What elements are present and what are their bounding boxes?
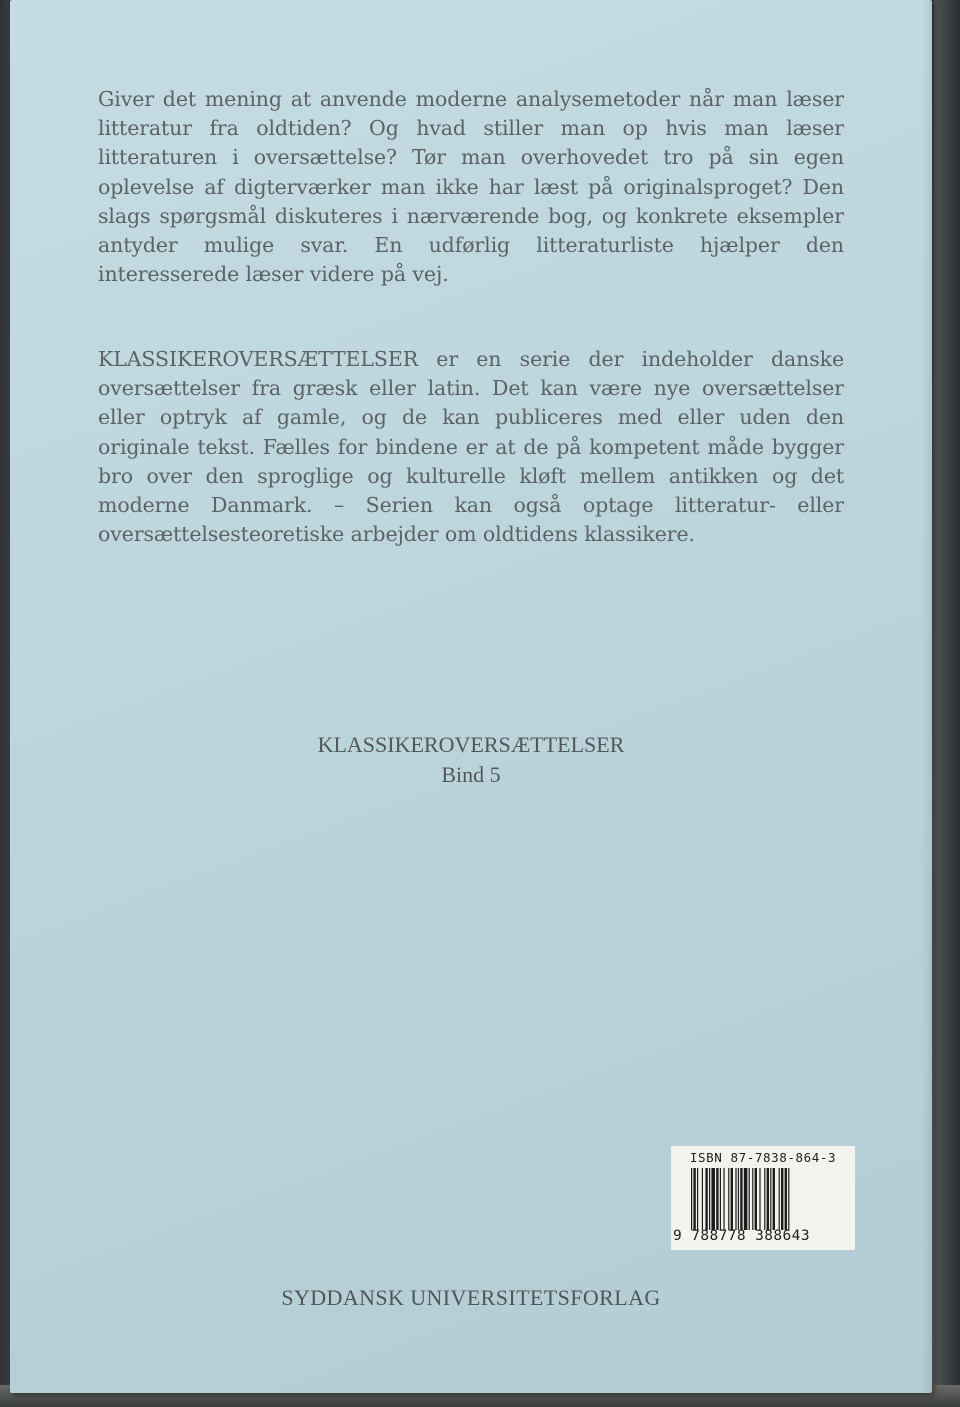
barcode-bar bbox=[720, 1168, 721, 1230]
barcode-bar bbox=[744, 1168, 748, 1230]
isbn-text: ISBN 87-7838-864-3 bbox=[689, 1150, 837, 1165]
barcode-bar bbox=[709, 1168, 710, 1230]
table-surface-right bbox=[934, 0, 960, 1407]
publisher-name: SYDDANSK UNIVERSITETSFORLAG bbox=[281, 1285, 661, 1310]
barcode-bars bbox=[691, 1168, 849, 1230]
barcode-bar bbox=[705, 1168, 707, 1230]
barcode-bar bbox=[764, 1168, 765, 1230]
series-info bbox=[10, 730, 932, 790]
barcode-bar bbox=[770, 1168, 771, 1230]
barcode-bar bbox=[759, 1168, 760, 1230]
volume-number: Bind 5 bbox=[441, 762, 501, 787]
barcode-bar bbox=[731, 1168, 733, 1230]
barcode-bar bbox=[779, 1168, 780, 1230]
barcode-bar bbox=[716, 1168, 718, 1230]
barcode-bar bbox=[723, 1168, 724, 1230]
barcode-bar bbox=[702, 1168, 703, 1230]
barcode-bar bbox=[773, 1168, 775, 1230]
barcode-bar bbox=[785, 1168, 787, 1230]
barcode-bar bbox=[781, 1168, 783, 1230]
barcode-digits: 9 788778 388643 bbox=[673, 1228, 810, 1244]
barcode-bar bbox=[767, 1168, 769, 1230]
barcode-bar bbox=[697, 1168, 698, 1230]
barcode-bar bbox=[738, 1168, 739, 1230]
barcode-bar bbox=[740, 1168, 742, 1230]
barcode-bar bbox=[691, 1168, 692, 1230]
barcode-bar bbox=[711, 1168, 715, 1230]
series-description-paragraph: KLASSIKEROVERSÆTTELSER er en serie der indeholder danske oversættelser fra græsk eller latin. Det kan være nye oversættelser eller optryk af gamle, og de kan publiceres med eller uden den originale tekst. Fælles for bindene er at de på kompetent måde bygger bro over den sproglige og kulturelle kløft mellem antikken og det moderne Danmark. – Serien kan også optage litteratur- eller oversættelsesteoretiske arbejder om oldtidens klassikere. bbox=[98, 347, 844, 547]
barcode-bar bbox=[755, 1168, 757, 1230]
barcode-bar bbox=[735, 1168, 736, 1230]
book-back-cover bbox=[10, 0, 932, 1393]
series-name: KLASSIKEROVERSÆTTELSER bbox=[317, 732, 625, 757]
blurb-paragraph: Giver det mening at anvende moderne analysemetoder når man læser litteratur fra oldtiden? Og hvad stiller man op hvis man læser litteraturen i oversættelse? Tør man overhovedet tro på sin egen oplevelse af digterværker man ikke har læst på originalsproget? Den slags spørgsmål diskuteres i nærværende bog, og konkrete eksempler antyder mulige svar. En udførlig litteraturliste hjælper den interesserede læser videre på vej. bbox=[98, 87, 844, 287]
barcode-bar bbox=[749, 1168, 750, 1230]
barcode-label bbox=[671, 1146, 855, 1250]
barcode-bar bbox=[752, 1168, 753, 1230]
barcode-bar bbox=[693, 1168, 695, 1230]
barcode-bar bbox=[728, 1168, 729, 1230]
barcode-bar bbox=[788, 1168, 789, 1230]
